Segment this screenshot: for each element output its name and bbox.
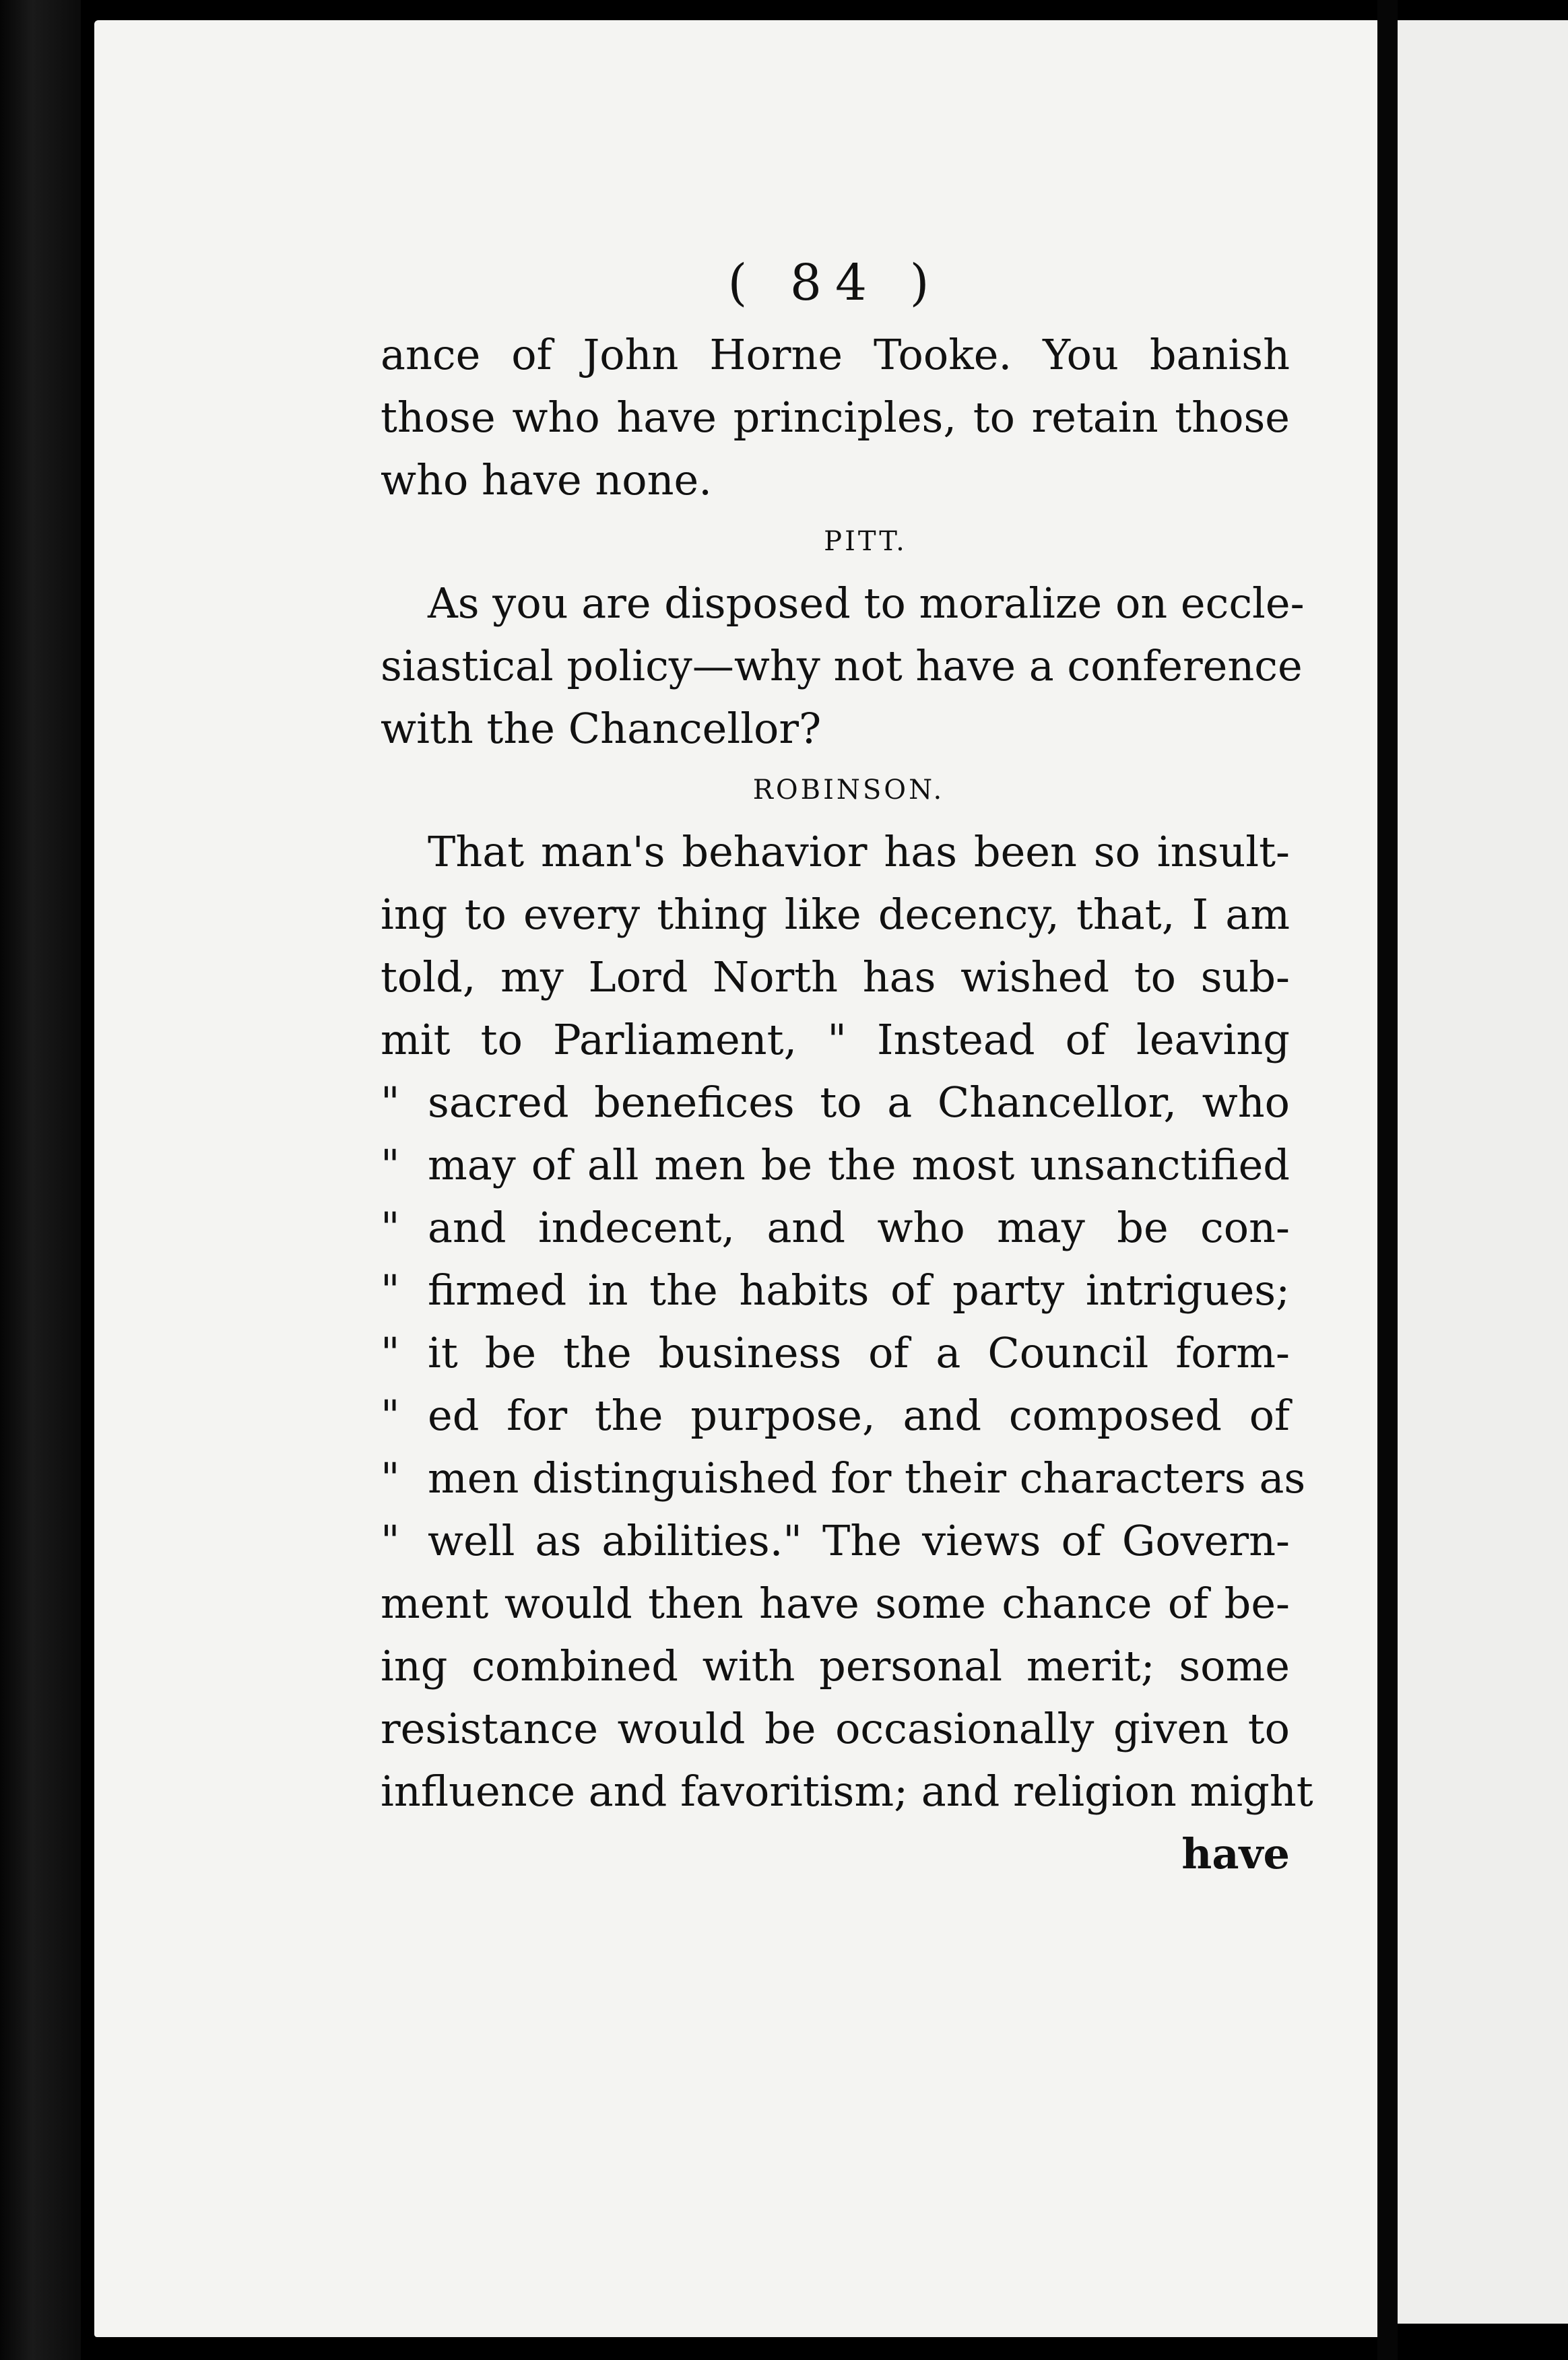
text-line (381, 697, 1290, 760)
line-text: mit to Parliament, " Instead of leaving (381, 1015, 1290, 1064)
book-left-edge (0, 0, 81, 2360)
line-text: siastical policy—why not have a conference (381, 641, 1303, 690)
quote-mark: " (381, 1516, 400, 1565)
page-number: ( 84 ) (727, 254, 943, 312)
text-line (381, 634, 1303, 697)
quote-mark: " (381, 1328, 400, 1377)
line-text: ment would then have some chance of be- (381, 1579, 1290, 1628)
text-line (381, 1008, 1290, 1071)
text-line (381, 1635, 1290, 1697)
text-line (381, 883, 1290, 946)
line-text: told, my Lord North has wished to sub- (381, 952, 1290, 1002)
quote-mark: " (381, 1453, 400, 1503)
line-text: those who have principles, to retain those (381, 393, 1290, 442)
line-text: who have none. (381, 455, 712, 504)
line-text: That man's behavior has been so insult- (428, 827, 1290, 876)
text-line (381, 1259, 1290, 1321)
line-text: it be the business of a Council form- (428, 1328, 1290, 1377)
text-line (381, 323, 1290, 386)
line-text: firmed in the habits of party intrigues; (428, 1266, 1290, 1315)
line-text: may of all men be the most unsanctified (428, 1140, 1290, 1189)
line-text: As you are disposed to moralize on eccle- (428, 579, 1305, 628)
text-line (381, 1071, 1290, 1134)
quote-mark: " (381, 1266, 400, 1315)
text-line (381, 1697, 1290, 1760)
text-line (381, 1384, 1290, 1447)
speaker-heading (381, 511, 1290, 572)
speaker-name: ROBINSON. (752, 775, 945, 806)
page-gutter (1377, 0, 1398, 2360)
speaker-name: PITT. (824, 526, 907, 557)
text-line (381, 449, 1290, 511)
line-text: with the Chancellor? (381, 704, 822, 753)
text-line (381, 1760, 1313, 1823)
line-text: ed for the purpose, and composed of (428, 1391, 1290, 1440)
catchword: have (1181, 1829, 1290, 1878)
line-text: ing combined with personal merit; some (381, 1641, 1290, 1691)
text-line (381, 1509, 1290, 1572)
quote-mark: " (381, 1078, 400, 1127)
text-line (381, 1196, 1290, 1259)
line-text: and indecent, and who may be con- (428, 1203, 1290, 1252)
quote-mark: " (381, 1203, 400, 1252)
text-line (381, 820, 1290, 883)
quote-mark: " (381, 1391, 400, 1440)
line-text: ance of John Horne Tooke. You banish (381, 330, 1290, 379)
text-line (381, 946, 1290, 1008)
speaker-heading (381, 760, 1290, 820)
text-line (381, 1572, 1290, 1635)
page-text (381, 242, 1313, 1885)
line-text: sacred benefices to a Chancellor, who (428, 1078, 1290, 1127)
text-line (381, 1321, 1290, 1384)
text-line (381, 386, 1290, 449)
line-text: resistance would be occasionally given to (381, 1704, 1290, 1753)
text-line (381, 1447, 1306, 1509)
quote-mark: " (381, 1140, 400, 1189)
text-line (381, 1134, 1290, 1196)
text-line (381, 572, 1305, 634)
facing-page-edge (1398, 20, 1568, 2324)
line-text: men distinguished for their characters as (428, 1453, 1306, 1503)
line-text: well as abilities." The views of Govern- (428, 1516, 1290, 1565)
line-text: ing to every thing like decency, that, I am (381, 890, 1290, 939)
line-text: influence and favoritism; and religion might (381, 1767, 1313, 1816)
page-body (381, 323, 1313, 1823)
